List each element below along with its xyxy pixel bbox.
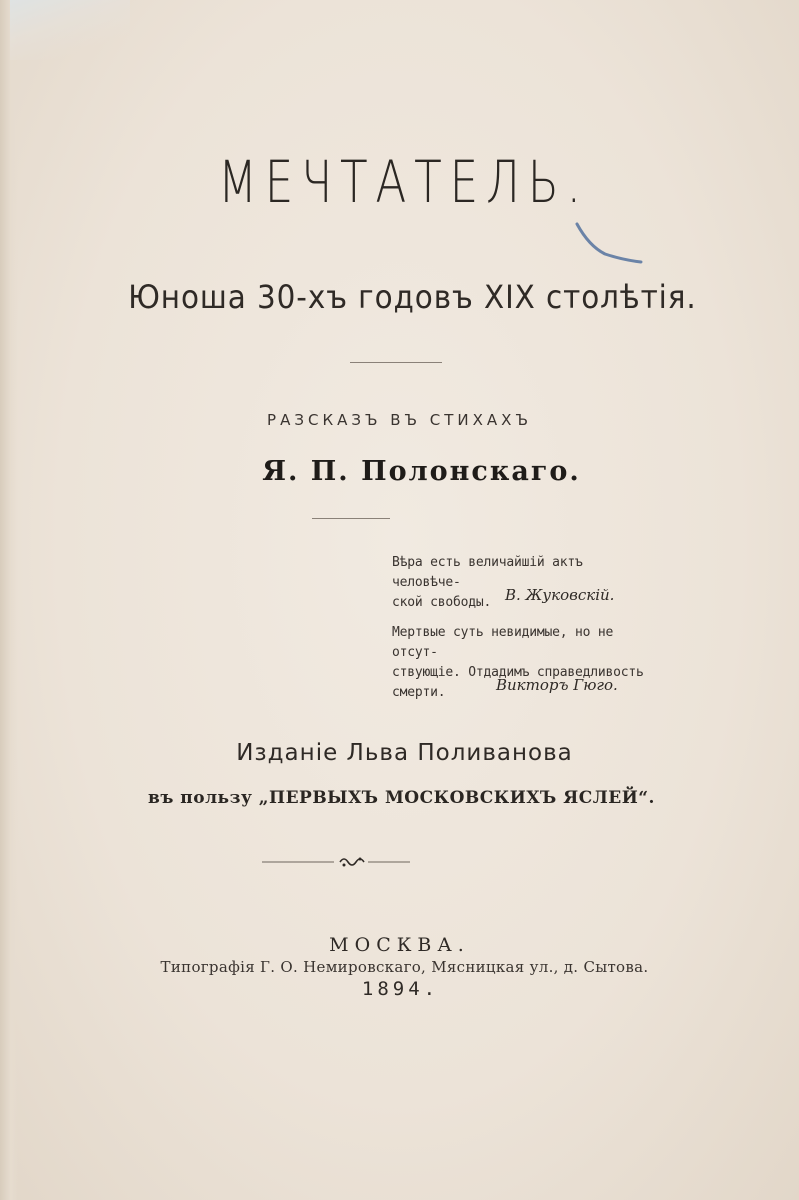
imprint-city: МОСКВА. [329, 934, 470, 956]
book-subtitle: Юноша 30-хъ годовъ XIX столѣтія. [128, 278, 697, 316]
epigraph-line: смерти. [392, 685, 446, 700]
divider-rule [312, 518, 390, 519]
epigraph-line: Мертвые суть невидимые, но не отсут- [392, 625, 614, 660]
benefit-line: въ пользу „ПЕРВЫХЪ МОСКОВСКИХЪ ЯСЛЕЙ“. [148, 788, 655, 808]
genre-label: РАЗСКАЗЪ ВЪ СТИХАХЪ [267, 411, 532, 429]
imprint-year: 1894. [361, 978, 440, 1000]
ornament-divider [0, 852, 799, 872]
epigraph-line: ствующіе. Отдадимъ справедливость [392, 665, 644, 680]
epigraph-line: ской свободы. [392, 595, 492, 610]
epigraph-line: Вѣра есть величайшій актъ человѣче- [392, 555, 583, 590]
corner-wear [10, 0, 130, 60]
book-title: МЕЧТАТЕЛЬ. [217, 148, 589, 216]
divider-rule [350, 362, 442, 363]
epigraph-attribution: В. Жуковскій. [505, 586, 615, 604]
epigraph-text [392, 553, 654, 613]
author-name: Я. П. Полонскаго. [262, 456, 581, 487]
pencil-mark [575, 220, 645, 270]
publisher-line: Изданіе Льва Поливанова [236, 740, 573, 766]
paper-edge [0, 0, 18, 1200]
imprint-printer: Типографія Г. О. Немировскаго, Мясницкая ул., д. Сытова. [160, 958, 649, 976]
epigraph-attribution: Викторъ Гюго. [496, 676, 618, 694]
